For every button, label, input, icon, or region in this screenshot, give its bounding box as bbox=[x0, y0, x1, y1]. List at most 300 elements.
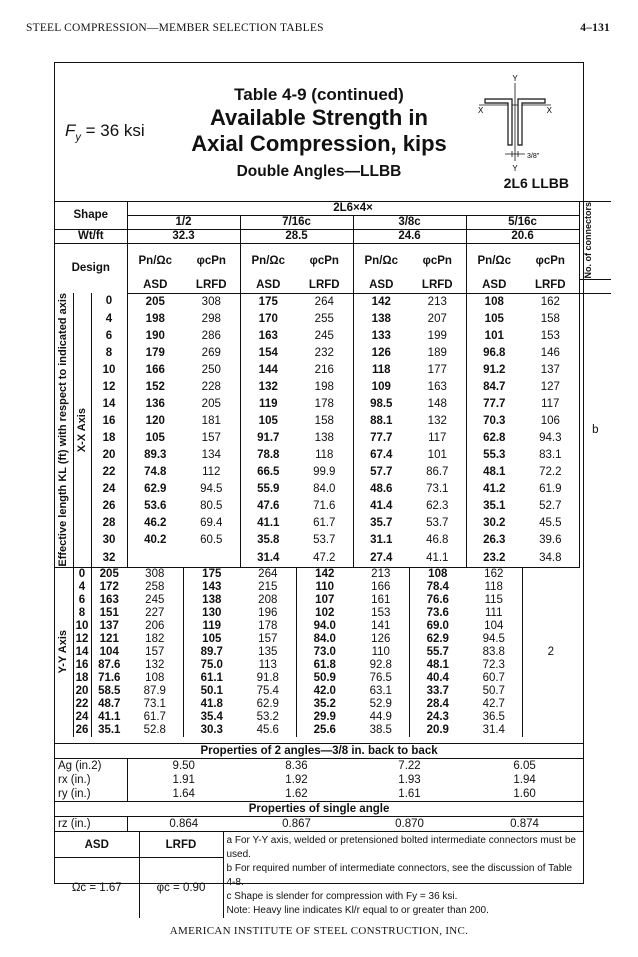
strength-value: 158 bbox=[314, 415, 334, 428]
strength-value: 264 bbox=[240, 567, 296, 581]
strength-value: 94.5 bbox=[482, 632, 505, 645]
strength-value: 78.8 bbox=[240, 447, 296, 464]
strength-value: 67.4 bbox=[353, 447, 409, 464]
strength-value: 40.2 bbox=[144, 534, 167, 547]
phi-pn-header: φcPn bbox=[422, 255, 452, 267]
lrfd-header: LRFD bbox=[522, 279, 579, 293]
strength-value: 134 bbox=[201, 449, 221, 462]
strength-value: 107 bbox=[296, 594, 353, 607]
strength-value: 53.7 bbox=[313, 534, 336, 547]
strength-value: 205 bbox=[91, 567, 127, 581]
strength-value: 132 bbox=[240, 379, 296, 396]
strength-value bbox=[127, 549, 183, 567]
kl-value: 8 bbox=[73, 607, 91, 620]
strength-value: 41.4 bbox=[353, 498, 409, 515]
property-value: 1.93 bbox=[398, 774, 421, 786]
property-label: rz (in.) bbox=[55, 817, 127, 832]
strength-value bbox=[183, 549, 240, 567]
strength-value: 172 bbox=[99, 580, 119, 593]
strength-value: 55.7 bbox=[409, 646, 466, 659]
footnote-a: a For Y-Y axis, welded or pretensioned bolted intermediate connectors must be used. bbox=[226, 835, 576, 860]
strength-value: 36.5 bbox=[482, 710, 505, 723]
strength-value: 73.1 bbox=[426, 483, 449, 496]
strength-value: 35.1 bbox=[466, 498, 522, 515]
strength-value: 127 bbox=[540, 380, 560, 393]
strength-value: 232 bbox=[314, 346, 334, 359]
property-value: 1.94 bbox=[513, 774, 536, 786]
strength-value: 76.6 bbox=[409, 594, 466, 607]
strength-value: 152 bbox=[145, 380, 165, 393]
kl-value: 6 bbox=[91, 328, 127, 345]
design-label: Design bbox=[55, 244, 127, 294]
strength-value: 245 bbox=[145, 593, 165, 606]
strength-value: 163 bbox=[99, 593, 119, 606]
strength-value: 87.9 bbox=[143, 684, 166, 697]
kl-value: 10 bbox=[73, 620, 91, 633]
weight-2: 24.6 bbox=[353, 230, 466, 244]
kl-value: 16 bbox=[91, 413, 127, 430]
page-footer: AMERICAN INSTITUTE OF STEEL CONSTRUCTION, INC. bbox=[169, 925, 469, 937]
strength-value: 58.5 bbox=[98, 684, 121, 697]
kl-value: 28 bbox=[91, 515, 127, 532]
strength-value: 227 bbox=[145, 606, 165, 619]
strength-value: 84.7 bbox=[466, 379, 522, 396]
strength-value: 175 bbox=[240, 293, 296, 311]
kl-value: 14 bbox=[73, 646, 91, 659]
strength-value: 87.6 bbox=[98, 658, 121, 671]
strength-value: 42.0 bbox=[296, 685, 353, 698]
running-header bbox=[26, 22, 610, 38]
strength-value: 57.7 bbox=[353, 464, 409, 481]
strength-value: 286 bbox=[201, 329, 221, 342]
property-value: 8.36 bbox=[285, 760, 308, 772]
table-title-2: Axial Compression, kips bbox=[191, 131, 447, 156]
property-row bbox=[55, 773, 583, 787]
property-label: rx (in.) bbox=[55, 773, 127, 787]
footnote-heavy-line: Note: Heavy line indicates Kl/r equal to or greater than 200. bbox=[226, 905, 489, 916]
strength-value: 89.3 bbox=[144, 449, 167, 462]
shape-label: Shape bbox=[55, 202, 127, 230]
kl-value: 18 bbox=[91, 430, 127, 447]
strength-value: 84.0 bbox=[313, 483, 336, 496]
strength-value: 178 bbox=[314, 397, 334, 410]
strength-value: 70.3 bbox=[466, 413, 522, 430]
thickness-3: 5/16c bbox=[466, 216, 579, 230]
table-row bbox=[55, 549, 611, 567]
strength-value: 44.9 bbox=[369, 710, 392, 723]
table-row bbox=[55, 311, 611, 328]
strength-value: 30.2 bbox=[466, 515, 522, 532]
strength-value: 76.5 bbox=[369, 671, 392, 684]
strength-value: 48.1 bbox=[409, 659, 466, 672]
property-row bbox=[55, 787, 583, 802]
shape-id: 2L6 LLBB bbox=[503, 175, 569, 191]
strength-value: 137 bbox=[540, 363, 560, 376]
strength-value: 157 bbox=[258, 632, 278, 645]
svg-text:Y: Y bbox=[512, 164, 518, 173]
strength-value: 258 bbox=[145, 580, 165, 593]
strength-value: 108 bbox=[145, 671, 165, 684]
strength-value: 23.2 bbox=[466, 549, 522, 567]
connectors-value: 2 bbox=[522, 567, 579, 737]
strength-value: 53.7 bbox=[426, 517, 449, 530]
pn-omega-header: Pn/Ωc bbox=[138, 255, 173, 267]
strength-value: 50.1 bbox=[183, 685, 240, 698]
thickness-0: 1/2 bbox=[127, 216, 240, 230]
strength-value: 121 bbox=[99, 632, 119, 645]
property-value: 0.874 bbox=[510, 818, 539, 830]
strength-value: 151 bbox=[99, 606, 119, 619]
double-angle-section-sketch bbox=[477, 75, 553, 175]
strength-value: 166 bbox=[371, 580, 391, 593]
strength-value: 142 bbox=[296, 567, 353, 581]
strength-value: 110 bbox=[296, 581, 353, 594]
strength-value: 119 bbox=[183, 620, 240, 633]
strength-value: 52.8 bbox=[143, 723, 166, 736]
strength-value: 83.8 bbox=[482, 645, 505, 658]
strength-value: 41.2 bbox=[466, 481, 522, 498]
strength-value: 35.8 bbox=[240, 532, 296, 549]
strength-value: 181 bbox=[201, 415, 221, 428]
strength-value: 135 bbox=[258, 645, 278, 658]
table-row bbox=[55, 345, 611, 362]
strength-value: 132 bbox=[427, 415, 447, 428]
property-value: 0.870 bbox=[395, 818, 424, 830]
strength-value: 153 bbox=[540, 329, 560, 342]
svg-text:3/8": 3/8" bbox=[527, 153, 540, 160]
properties-section bbox=[55, 743, 583, 918]
strength-value: 298 bbox=[201, 312, 221, 325]
strength-value: 52.7 bbox=[539, 500, 562, 513]
strength-value: 109 bbox=[353, 379, 409, 396]
strength-value: 132 bbox=[145, 658, 165, 671]
strength-value: 250 bbox=[201, 363, 221, 376]
strength-value: 66.5 bbox=[240, 464, 296, 481]
strength-value: 74.8 bbox=[144, 466, 167, 479]
table-row bbox=[55, 567, 611, 581]
property-value: 1.64 bbox=[172, 788, 195, 800]
strength-value: 73.1 bbox=[143, 697, 166, 710]
kl-value: 22 bbox=[73, 698, 91, 711]
strength-value: 91.8 bbox=[256, 671, 279, 684]
property-value: 1.61 bbox=[398, 788, 421, 800]
strength-value: 101 bbox=[427, 449, 447, 462]
strength-value: 94.3 bbox=[539, 432, 562, 445]
strength-value: 71.6 bbox=[313, 500, 336, 513]
kl-value: 12 bbox=[73, 633, 91, 646]
strength-value: 41.1 bbox=[98, 710, 121, 723]
strength-value: 31.4 bbox=[240, 549, 296, 567]
property-value: 9.50 bbox=[172, 760, 195, 772]
strength-value: 196 bbox=[258, 606, 278, 619]
table-row bbox=[55, 413, 611, 430]
axis-label: Effective length KL (ft) with respect to indicated axis bbox=[57, 293, 69, 567]
property-value: 1.91 bbox=[172, 774, 195, 786]
strength-value: 118 bbox=[353, 362, 409, 379]
strength-value: 73.0 bbox=[296, 646, 353, 659]
asd-header: ASD bbox=[240, 279, 296, 293]
strength-value: 71.6 bbox=[98, 671, 121, 684]
lrfd-header: LRFD bbox=[183, 279, 240, 293]
strength-value: 42.7 bbox=[482, 697, 505, 710]
strength-value: 199 bbox=[427, 329, 447, 342]
strength-value: 213 bbox=[427, 295, 447, 308]
strength-value: 41.8 bbox=[183, 698, 240, 711]
strength-value: 133 bbox=[353, 328, 409, 345]
kl-value: 32 bbox=[91, 549, 127, 567]
strength-value: 62.9 bbox=[256, 697, 279, 710]
strength-value: 130 bbox=[183, 607, 240, 620]
property-label: ry (in.) bbox=[55, 787, 127, 802]
strength-value: 35.4 bbox=[183, 711, 240, 724]
properties-1-heading: Properties of single angle bbox=[55, 802, 583, 817]
strength-value: 163 bbox=[427, 380, 447, 393]
weight-1: 28.5 bbox=[240, 230, 353, 244]
strength-value: 142 bbox=[353, 293, 409, 311]
thickness-1: 7/16c bbox=[240, 216, 353, 230]
strength-value: 50.7 bbox=[482, 684, 505, 697]
kl-value: 4 bbox=[73, 581, 91, 594]
phi-pn-header: φcPn bbox=[196, 255, 226, 267]
strength-value: 101 bbox=[466, 328, 522, 345]
strength-value: 198 bbox=[145, 312, 165, 325]
strength-value: 53.2 bbox=[256, 710, 279, 723]
strength-value: 108 bbox=[409, 567, 466, 581]
strength-value: 89.7 bbox=[183, 646, 240, 659]
strength-value: 83.1 bbox=[539, 449, 562, 462]
strength-value: 117 bbox=[428, 432, 447, 445]
property-value: 1.62 bbox=[285, 788, 308, 800]
kl-value: 4 bbox=[91, 311, 127, 328]
table-number: Table 4-9 (continued) bbox=[234, 85, 404, 104]
strength-value: 308 bbox=[127, 567, 183, 581]
connectors-spacer bbox=[579, 279, 611, 293]
strength-value: 162 bbox=[466, 567, 522, 581]
strength-value: 175 bbox=[183, 567, 240, 581]
kl-value: 30 bbox=[91, 532, 127, 549]
strength-value: 72.2 bbox=[539, 466, 562, 479]
table-row bbox=[55, 515, 611, 532]
axis-group bbox=[73, 293, 91, 567]
strength-value: 41.1 bbox=[426, 551, 449, 564]
strength-value: 138 bbox=[314, 432, 334, 445]
strength-value: 104 bbox=[99, 645, 119, 658]
strength-value: 45.5 bbox=[539, 517, 562, 530]
strength-value: 179 bbox=[145, 346, 165, 359]
lrfd-header: LRFD bbox=[409, 279, 466, 293]
strength-value: 60.7 bbox=[482, 671, 505, 684]
strength-value: 50.9 bbox=[296, 672, 353, 685]
strength-value: 91.7 bbox=[240, 430, 296, 447]
strength-value: 55.3 bbox=[466, 447, 522, 464]
table-row bbox=[55, 430, 611, 447]
asd-label: ASD bbox=[55, 832, 139, 858]
strength-value: 119 bbox=[240, 396, 296, 413]
strength-value: 157 bbox=[201, 432, 221, 445]
strength-value: 69.4 bbox=[200, 517, 223, 530]
omega-factor: Ωc = 1.67 bbox=[55, 858, 139, 918]
strength-value: 62.9 bbox=[409, 633, 466, 646]
axis-label-column bbox=[55, 293, 73, 567]
property-value: 7.22 bbox=[398, 760, 421, 772]
lrfd-label: LRFD bbox=[139, 832, 223, 858]
table-row bbox=[55, 498, 611, 515]
phi-pn-header: φcPn bbox=[535, 255, 565, 267]
strength-value: 94.0 bbox=[296, 620, 353, 633]
strength-value: 105 bbox=[145, 432, 165, 445]
phi-factor: φc = 0.90 bbox=[139, 858, 223, 918]
kl-value: 12 bbox=[91, 379, 127, 396]
asd-header: ASD bbox=[466, 279, 522, 293]
strength-value: 115 bbox=[484, 593, 503, 606]
strength-value: 104 bbox=[484, 619, 504, 632]
strength-value: 126 bbox=[353, 345, 409, 362]
footnote-b: b For required number of intermediate connectors, see the discussion of Table 4-8. bbox=[226, 863, 573, 888]
strength-value: 146 bbox=[540, 346, 560, 359]
strength-value: 30.3 bbox=[183, 724, 240, 737]
strength-value: 20.9 bbox=[409, 724, 466, 737]
strength-value: 48.1 bbox=[466, 464, 522, 481]
table-row bbox=[55, 293, 611, 311]
strength-value: 105 bbox=[466, 311, 522, 328]
strength-value: 52.9 bbox=[369, 697, 392, 710]
shape-name: 2L6×4× bbox=[127, 202, 579, 216]
table-row bbox=[55, 447, 611, 464]
strength-value: 69.0 bbox=[409, 620, 466, 633]
weight-3: 20.6 bbox=[466, 230, 579, 244]
strength-value: 55.9 bbox=[240, 481, 296, 498]
svg-text:X: X bbox=[478, 106, 484, 115]
table-frame bbox=[54, 62, 599, 916]
strength-value: 48.7 bbox=[98, 697, 121, 710]
strength-value: 61.9 bbox=[539, 483, 562, 496]
strength-value: 138 bbox=[183, 594, 240, 607]
strength-value: 72.3 bbox=[482, 658, 505, 671]
page-number: 4–131 bbox=[580, 22, 610, 34]
kl-value: 26 bbox=[91, 498, 127, 515]
strength-value: 106 bbox=[540, 415, 560, 428]
strength-value: 111 bbox=[485, 606, 503, 619]
strength-value: 138 bbox=[353, 311, 409, 328]
strength-value: 228 bbox=[201, 380, 221, 393]
connectors-value: b bbox=[579, 293, 611, 567]
phi-pn-header: φcPn bbox=[309, 255, 339, 267]
kl-value: 16 bbox=[73, 659, 91, 672]
weight-0: 32.3 bbox=[127, 230, 240, 244]
strength-value: 40.4 bbox=[409, 672, 466, 685]
property-value: 0.864 bbox=[169, 818, 199, 830]
yield-strength: $F_y = 36$ ksi bbox=[65, 121, 145, 144]
strength-value: 157 bbox=[145, 645, 165, 658]
axis-group bbox=[55, 567, 73, 737]
pn-omega-header: Pn/Ωc bbox=[240, 244, 296, 280]
strength-value: 207 bbox=[427, 312, 447, 325]
strength-value: 102 bbox=[296, 607, 353, 620]
strength-value: 60.5 bbox=[200, 534, 223, 547]
table-row bbox=[55, 481, 611, 498]
strength-value: 96.8 bbox=[466, 345, 522, 362]
strength-value: 26.3 bbox=[466, 532, 522, 549]
strength-value: 113 bbox=[258, 658, 277, 671]
table-row bbox=[55, 328, 611, 345]
strength-value: 162 bbox=[540, 295, 560, 308]
strength-value: 46.2 bbox=[144, 517, 167, 530]
asd-header: ASD bbox=[353, 279, 409, 293]
strength-value: 48.6 bbox=[353, 481, 409, 498]
strength-value: 108 bbox=[466, 293, 522, 311]
kl-value: 22 bbox=[91, 464, 127, 481]
kl-value: 20 bbox=[73, 685, 91, 698]
property-row bbox=[55, 759, 583, 774]
asd-header: ASD bbox=[127, 279, 183, 293]
property-value: 1.60 bbox=[513, 788, 536, 800]
strength-value: 53.6 bbox=[144, 500, 167, 513]
strength-value: 77.7 bbox=[466, 396, 522, 413]
property-value: 1.92 bbox=[285, 774, 308, 786]
strength-value: 198 bbox=[314, 380, 334, 393]
strength-value: 255 bbox=[314, 312, 334, 325]
strength-value: 75.0 bbox=[183, 659, 240, 672]
strength-value: 35.2 bbox=[296, 698, 353, 711]
strength-value: 94.5 bbox=[200, 483, 223, 496]
strength-value: 144 bbox=[240, 362, 296, 379]
strength-value: 154 bbox=[240, 345, 296, 362]
strength-value: 92.8 bbox=[369, 658, 392, 671]
strength-value: 61.1 bbox=[183, 672, 240, 685]
strength-value: 39.6 bbox=[539, 534, 562, 547]
strength-value: 269 bbox=[201, 346, 221, 359]
kl-value: 0 bbox=[91, 293, 127, 311]
strength-value: 216 bbox=[314, 363, 334, 376]
strength-value: 208 bbox=[258, 593, 278, 606]
strength-value: 136 bbox=[145, 397, 165, 410]
footnote-c: c Shape is slender for compression with Fy = 36 ksi. bbox=[226, 891, 458, 902]
kl-value: 24 bbox=[73, 711, 91, 724]
factors-notes-table bbox=[55, 831, 583, 918]
properties-table bbox=[55, 743, 583, 831]
strength-value: 163 bbox=[240, 328, 296, 345]
strength-value: 62.8 bbox=[466, 430, 522, 447]
strength-value: 153 bbox=[371, 606, 391, 619]
strength-value: 78.4 bbox=[409, 581, 466, 594]
strength-value: 105 bbox=[240, 413, 296, 430]
strength-value: 88.1 bbox=[353, 413, 409, 430]
strength-value: 46.8 bbox=[426, 534, 449, 547]
strength-value: 31.4 bbox=[482, 723, 505, 736]
strength-value: 61.8 bbox=[296, 659, 353, 672]
strength-value: 25.6 bbox=[296, 724, 353, 737]
strength-value: 31.1 bbox=[353, 532, 409, 549]
property-value: 6.05 bbox=[513, 760, 536, 772]
strength-value: 166 bbox=[145, 363, 165, 376]
strength-value: 245 bbox=[314, 329, 334, 342]
kl-value: 26 bbox=[73, 724, 91, 737]
yy-label: Y-Y Axis bbox=[57, 630, 69, 674]
strength-value: 118 bbox=[315, 449, 334, 462]
strength-value: 33.7 bbox=[409, 685, 466, 698]
strength-value: 205 bbox=[145, 295, 165, 308]
property-value: 0.867 bbox=[282, 818, 311, 830]
strength-value: 213 bbox=[353, 567, 409, 581]
strength-value: 61.7 bbox=[143, 710, 166, 723]
strength-value: 205 bbox=[201, 397, 221, 410]
wt-label: Wt/ft bbox=[55, 230, 127, 244]
strength-value: 99.9 bbox=[313, 466, 336, 479]
strength-value: 80.5 bbox=[200, 500, 223, 513]
strength-value: 73.6 bbox=[409, 607, 466, 620]
kl-value: 0 bbox=[73, 567, 91, 581]
strength-table bbox=[55, 201, 611, 737]
